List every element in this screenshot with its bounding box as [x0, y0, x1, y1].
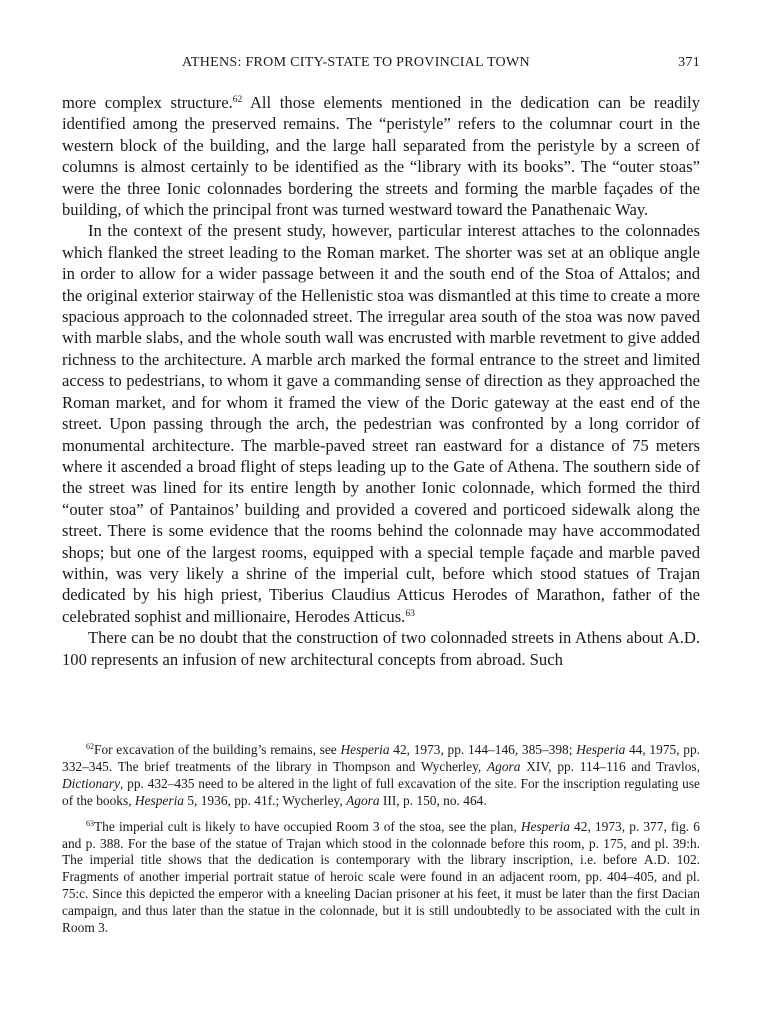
paragraph-3-rest: 100 represents an infusion of new architectural concepts from abroad. Such [62, 649, 563, 669]
footnote-text: The imperial cult is likely to have occupied Room 3 of the stoa, see the plan, [94, 818, 521, 834]
journal-title: Hesperia [340, 742, 390, 757]
body-text [62, 92, 700, 670]
paragraph-2-text: In the context of the present study, however, particular interest attaches to the colonnades which flanked the street leading to the Roman market. The shorter was set at an oblique angle in order to allow for a wider passage between it and the south end of the Stoa of Attalos; and the original exterior stairway of the Hellenistic stoa was dismantled at this time to create a more spacious approach to the colonnaded street. The irregular area south of the stoa was now paved with marble slabs, and the whole south wall was encrusted with marble revetment to give added richness to the architecture. A marble arch marked the formal entrance to the street and limited access to pedestrians, to whom it gave a commanding sense of direction as they approached the Roman market, and for whom it framed the view of the Doric gateway at the east end of the street. Upon passing through the arch, the pedestrian was confronted by a long corridor of monumental architecture. The marble-paved street ran eastward for a distance of 75 meters where it ascended a broad flight of steps leading up to the Gate of Athena. The southern side of the street was lined for its entire length by another Ionic colonnade, which formed the third “outer stoa” of Pantainos’ building and provided a covered and porticoed sidewalk along the street. There is some evidence that the rooms behind the colonnade may have accommodated shops; but one of the largest rooms, equipped with a special temple façade and marble paved within, was very likely a shrine of the imperial cult, before which stood statues of Trajan dedicated by his high priest, Tiberius Claudius Atticus Herodes of Marathon, father of the celebrated sophist and millionaire, Herodes Atticus. [62, 221, 700, 626]
footnote-marker-62: 62 [86, 742, 94, 751]
paragraph-2 [62, 220, 700, 627]
journal-title: Hesperia [134, 792, 184, 808]
book-title: Agora [486, 758, 521, 774]
footnote-text: 5, 1936, pp. 41f.; Wycherley, [184, 792, 347, 808]
paragraph-3-start: There can be no doubt that the construction of two colonnaded streets in Athens about [88, 628, 668, 648]
paragraph-3 [62, 627, 700, 670]
book-title: Dictionary [62, 775, 121, 791]
footnote-text: 102. Fragments of another imperial portrait statue of heroic scale were found in an adjacent room, pp. 404–405, and pl. 75:c. Since this depicted the emperor with a kneeling Dacian prisoner at his feet, it must be later than the first Dacian campaign, and thus later than the statue in the colonnade, but it is still undoubtedly to be associated with the cult in Room 3. [62, 852, 701, 936]
book-title: Agora [346, 792, 380, 808]
footnote-text: XIV, pp. 114–116 and Travlos, [520, 758, 700, 774]
footnote-text: 42, 1973, p. 377, fig. 6 and p. 388. For the base of the statue of Trajan which stood in the colonnade before this room, p. 175, and pl. 39:h. The imperial title shows that the dedication is contemporary with the library inscription, i.e. before [62, 818, 700, 868]
paragraph-1-start: more complex structure. [62, 93, 233, 112]
paragraph-1-rest: All those elements mentioned in the dedication can be readily identified among the preserved remains. The “peristyle” refers to the columnar court in the western block of the building, and the large hall separated from the peristyle by a screen of columns is almost certainly to be identified as the “library with its books”. The “outer stoas” were the three Ionic colonnades bordering the streets and forming the marble façades of the building, of which the principal front was turned westward toward the Panathenaic Way. [62, 93, 701, 220]
footnote-62 [62, 742, 700, 810]
footnote-ref-62: 62 [232, 95, 243, 105]
footnote-text: , pp. 432–435 need to be altered in the light of full excavation of the site. For the inscription regulating use of the books, [62, 775, 700, 808]
footnote-marker-63: 63 [86, 818, 94, 828]
journal-title: Hesperia [520, 818, 570, 834]
footnote-63 [62, 819, 700, 937]
page-number: 371 [678, 55, 700, 70]
era-abbreviation: A.D. [643, 852, 670, 868]
paragraph-1 [62, 92, 700, 220]
footnote-text: III, p. 150, no. 464. [379, 792, 487, 808]
running-title: ATHENS: FROM CITY-STATE TO PROVINCIAL TOWN [182, 55, 530, 70]
footnotes [62, 742, 700, 946]
era-abbreviation: A.D. [667, 628, 700, 648]
footnote-text: 44, 1975, pp. 332–345. The brief treatments of the library in Thompson and Wycherley, [62, 742, 700, 774]
footnote-ref-63: 63 [405, 608, 415, 619]
footnote-text: 42, 1973, pp. 144–146, 385–398; [389, 742, 577, 757]
journal-title: Hesperia [576, 742, 626, 757]
footnote-text: For excavation of the building’s remains, see [94, 742, 341, 757]
